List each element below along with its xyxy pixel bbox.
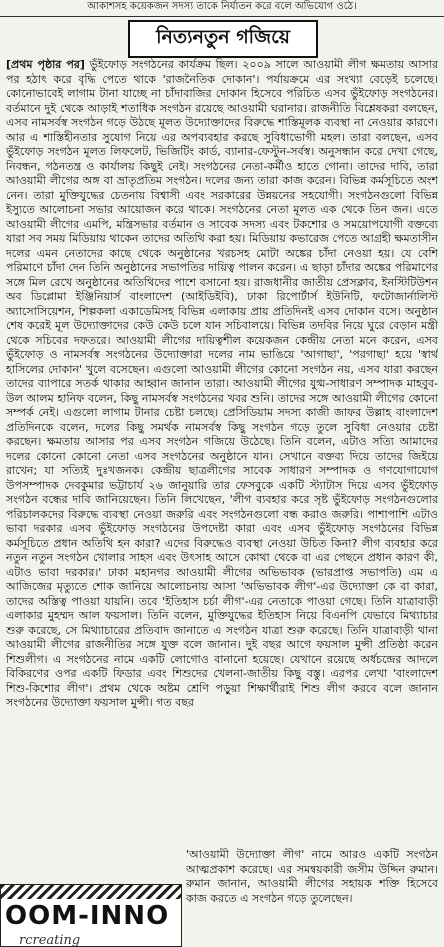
headline: নিত্যনতুন গজিয়ে xyxy=(156,26,290,48)
article-text: ভুঁইফোড় সংগঠনের কার্যক্রম ছিল। ২০০৯ সালে আওয়ামী লীগ ক্ষমতায় আসার পর হঠাৎ করে বৃদ্ধি পেতে থাকে 'রাজনৈতিক দোকান'। পর্যায়ক্রমে এর সংখ্যা বেড়েই চলেছে। কোনোভাবেই লাগাম টানা যাচ্ছে না চাঁদাবাজির দোকান হিসেবে পরিচিত এসব ভুঁইফোড় সংগঠনের। বর্তমানে দুই থেকে আড়াই শতাধিক সংগঠন রয়েছে আওয়ামী ঘরানার। রাজনীতি বিশ্লেষকরা বলছেন, এসব নামসর্বস্ব সংগঠন গড়ে উঠছে মূলত উদ্যোক্তাদের বিরুদ্ধে শাস্তিমূলক ব্যবস্থা না নেওয়ার কারণে। আর এ শাস্তিহীনতার সুযোগ নিয়ে এর অপব্যবহার করছে সুবিধাভোগী মহল। তারা বলছেন, এসব ভুঁইফোড় সংগঠন মূলত লিফলেট, ভিজিটিং কার্ড, ব্যানার-ফেস্টুন-সর্বস্ব। অনুসন্ধান করে দেখা গেছে, নিবন্ধন, গঠনতন্ত্র ও কার্যালয় কিছুই নেই। সংগঠনের নেতা-কর্মীও হাতে গোনা। তাদের দাবি, তারা আওয়ামী লীগের অঙ্গ বা ভ্রাতৃপ্রতিম সংগঠন। দলের জন্য তারা কাজ করেন। বিভিন্ন কর্মসূচিতে অংশ নেন। তারা মুক্তিযুদ্ধের চেতনায় বিশ্বাসী এবং সরকারের উন্নয়নের সহযোগী। সংগঠনগুলো বিভিন্ন ইস্যুতে আলোচনা সভার আয়োজন করে থাকে। সংগঠনের নেতা মূলত এক থেকে তিন জন। এতে আওয়ামী লীগের এমপি, মন্ত্রিসভার বর্তমান ও সাবেক সদস্য এবং টকশোর ও সময়োপযোগী বক্তব্যে যারা সব সময় মিডিয়ায় থাকেন তাদের অতিথি করা হয়। মিডিয়ায় কভারেজ পেতে আগ্রহী ক্ষমতাসীন দলের এমন নেতাদের কাছে থেকে অনুষ্ঠানের খরচসহ মোটা অঙ্কের চাঁদা নেওয়া হয়। যে বেশি পরিমাণে চাঁদা দেন তিনি অনুষ্ঠানের সভাপতির দায়িত্ব পালন করেন। এ ছাড়া চাঁদার অঙ্কের পরিমাণের সঙ্গে মিল রেখে অনুষ্ঠানের অতিথিদের পাশে বসানো হয়। রাজধানীর জাতীয় প্রেসক্লাব, ইনস্টিটিউশন অব ডিপ্লোমা ইঞ্জিনিয়ার্স বাংলাদেশ (আইডিইবি), ঢাকা রিপোর্টার্স ইউনিটি, ফটোজার্নালিস্ট অ্যাসোসিয়েশন, শিল্পকলা একাডেমিসহ বিভিন্ন এলাকায় প্রায় প্রতিদিনই এসব দোকান বসে। অনুষ্ঠান শেষ করেই মূল উদ্যোক্তাদের কেউ কেউ চলে যান সচিবালয়ে। বিভিন্ন তদবির নিয়ে ঘুরে বেড়ান মন্ত্রী থেকে সচিবের দফতরে। আওয়ামী লীগের দায়িত্বশীল কয়েকজন কেন্দ্রীয় নেতা মনে করেন, এসব ভুঁইফোড় ও নামসর্বস্ব সংগঠনের উদ্যোক্তারা দলের নাম ভাঙিয়ে 'আগাছা', 'পরগাছা' হয়ে 'স্বার্থ হাসিলের দোকান' খুলে বসেছেন। এগুলো আওয়ামী লীগের কোনো সংগঠন নয়, এসব যারা করছেন তাদের ব্যাপারে সতর্ক থাকার আহ্বান জানান তারা। আওয়ামী লীগের যুগ্ম-সাধারণ সম্পাদক মাহবুব-উল আলম হানিফ বলেন, কিছু নামসর্বস্ব সংগঠনের খবর শুনি। তাদের সঙ্গে আওয়ামী লীগের কোনো সম্পর্ক নেই। এগুলো লাগাম টানার চেষ্টা চলছে। প্রেসিডিয়াম সদস্য কাজী জাফর উল্লাহ বাংলাদেশ প্রতিদিনকে বলেন, দলের কিছু সমর্থক নামসর্বস্ব কিছু সংগঠন গড়ে তুলে সুবিধা নেওয়ার চেষ্টা করছেন। ক্ষমতায় আসার পর এসব সংগঠন গজিয়ে উঠেছে। তিনি বলেন, এটাও সত্যি আমাদের দলের কোনো কোনো নেতা এসব সংগঠনের অনুষ্ঠানে যান। সেখানে বক্তব্য দিয়ে তাদের জিইয়ে রাখেন; যা সত্যিই দুঃখজনক। কেন্দ্রীয় ছাত্রলীগের সাবেক সাধারণ সম্পাদক ও গণযোগাযোগ উপসম্পাদক দেবকুমার ভট্টাচার্য ২৬ জানুয়ারি তার ফেসবুকে একটি স্ট্যাটাস দিয়ে এসব ভুঁইফোড় সংগঠন বন্ধের দাবি জানিয়েছেন। তিনি লিখেছেন, 'লীগ ব্যবহার করে সৃষ্ট ভুঁইফোড় সংগঠনগুলোর পরিচালকদের বিরুদ্ধে ব্যবস্থা নেওয়া জরুরি এবং সংগঠনগুলো বন্ধ করাও জরুরি। পাশাপাশি এটাও ভাবা দরকার এসব ভুঁইফোড় সংগঠনের উপদেষ্টা কারা এবং এসব ভুঁইফোড় সংগঠনের বিভিন্ন কর্মসূচিতে প্রধান অতিথি হন কারা? এদের বিরুদ্ধেও ব্যবস্থা নেওয়া উচিত কিনা? লীগ ব্যবহার করে নতুন নতুন সংগঠন খোলার সাহস এবং উৎসাহ আসে কোথা থেকে বা এর পেছনে প্রধান কারণ কী, এটাও ভাবা দরকার।' ঢাকা মহানগর আওয়ামী লীগের অভিভাবক (ভারপ্রাপ্ত সভাপতি) এম এ আজিজের মৃত্যুতে শোক জানিয়ে আলোচনায় আসা 'অভিভাবক লীগ'-এর উদ্যোক্তা কে বা কারা, তাদের অস্তিত্ব পাওয়া যায়নি। তবে 'ইতিহাস চর্চা লীগ'-এর নেতাকে পাওয়া গেছে। তিনি যাত্রাবাড়ী এলাকার মুহম্মদ আল ফয়সাল। তিনি বলেন, মুক্তিযুদ্ধের ইতিহাস নিয়ে বিএনপি যেভাবে মিথ্যাচার শুরু করেছে, সে মিথ্যাচারের প্রতিবাদ জানাতে এ সংগঠন যাত্রা শুরু করেছে। তিনি যাত্রাবাড়ী থানা আওয়ামী লীগের রাজনীতির সঙ্গে যুক্ত বলে জানান। দুই বছর আগে ফয়সাল মুন্সী প্রতিষ্ঠা করেন শিশুলীগ। এ সংগঠনের নামে একটি লোগোও বানানো হয়েছে। যেখানে রয়েছে অর্ধচন্দ্রের আদলে বিকিরণের ওপর একটি ফিডার এবং শিশুদের খেলনা-জাতীয় কিছু বস্তু। এরপর লেখা 'বাংলাদেশ শিশু-কিশোর লীগ'। প্রথম থেকে অষ্টম শ্রেণি পড়ুয়া শিক্ষার্থীরাই শিশু লীগ করবে বলে জানান সংগঠনের উদ্যোক্তা ফয়সাল মুন্সী। গত বছর xyxy=(6,58,438,709)
continued-from-label: [প্রথম পৃষ্ঠার পর] xyxy=(6,58,85,71)
ad-brand-name: OOM-INNO xyxy=(5,901,170,931)
headline-box xyxy=(128,20,318,58)
article-body xyxy=(6,58,438,848)
article-tail: 'আওয়ামী উদ্যোক্তা লীগ' নামে আরও একটি সংগঠন আত্মপ্রকাশ করেছে। এর সমন্বয়কারী জসীম উদ্দিন রুমান। রুমান জানান, আওয়ামী লীগের সহায়ক শক্তি হিসেবে কাজ করতে এ সংগঠন গড়ে তুলেছেন। xyxy=(186,848,438,905)
previous-story-tail: আকাশসহ কয়েকজন সদস্য তাকে নির্যাতন করে বলে অভিযোগ ওঠে। xyxy=(0,0,444,17)
ad-tagline: rcreating xyxy=(19,933,81,947)
advertisement xyxy=(0,884,182,947)
ad-stripe-pattern xyxy=(1,885,181,899)
